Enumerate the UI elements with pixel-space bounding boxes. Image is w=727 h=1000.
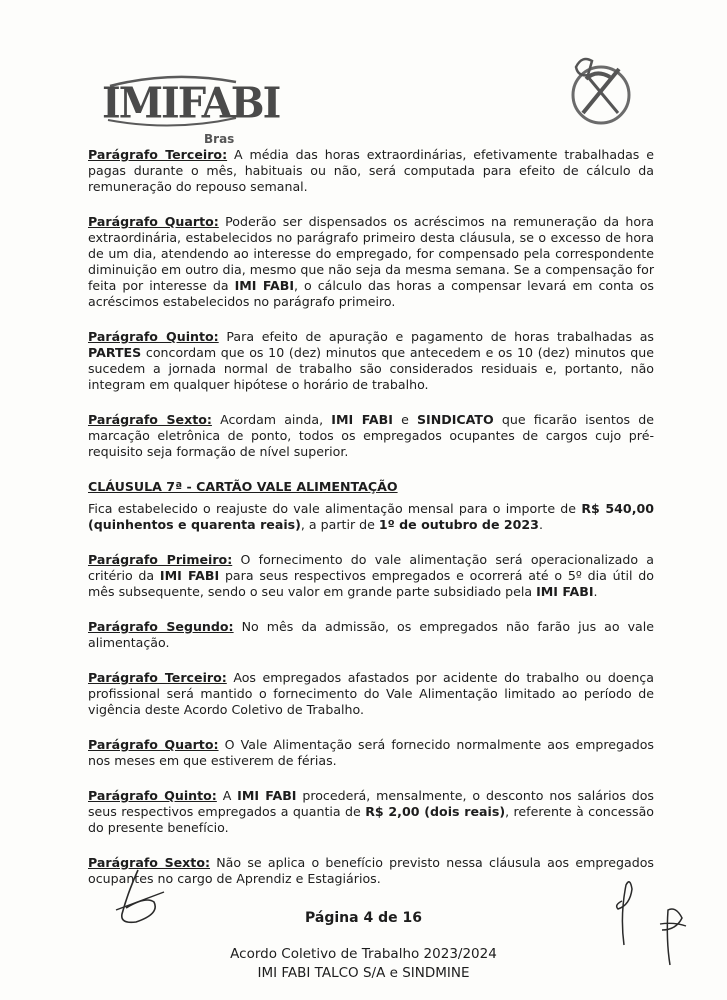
paragraph-text: Fica estabelecido o reajuste do vale alimentação mensal para o importe de	[88, 501, 582, 516]
paragraph-text: Poderão ser dispensados os acréscimos na remuneração da hora extraordinária, estabelecidos no parágrafo primeiro desta cláusula, se o excesso de hora de um dia, atendendo ao interesse do empregado, for compensado pela correspondente diminuição em outro dia, mesmo que não seja da mesma semana. Se a compensação for feita por interesse da	[88, 214, 654, 293]
paragraph-text: , a partir de	[300, 517, 379, 532]
paragraph-text: A média das horas extraordinárias, efetivamente trabalhadas e pagas durante o mês, habituais ou não, será computada para efeito de cálculo da remuneração do repouso semanal.	[88, 147, 654, 194]
paragraph-label: Parágrafo Quarto:	[88, 737, 219, 752]
paragraph-label: Parágrafo Sexto:	[88, 855, 211, 870]
bold-text: IMI FABI	[237, 788, 297, 803]
clause-7-paragraph-primeiro	[88, 552, 654, 600]
paragraph-text: Não se aplica o benefício previsto nessa cláusula aos empregados ocupantes no cargo de Aprendiz e Estagiários.	[88, 855, 654, 886]
paragraph-text: , referente à concessão do presente benefício.	[88, 804, 654, 835]
footer-parties: IMI FABI TALCO S/A e SINDMINE	[257, 965, 470, 981]
paragraph-text: No mês da admissão, os empregados não farão jus ao vale alimentação.	[88, 619, 654, 650]
bold-text: IMI FABI	[159, 568, 220, 583]
paragraph-text: e	[392, 412, 417, 427]
logo-text: IMIFABI	[102, 78, 280, 129]
paragraph-terceiro	[88, 147, 654, 195]
bold-text: IMI FABI	[331, 412, 393, 427]
clause-7-paragraph-quarto	[88, 737, 654, 769]
mining-seal-icon	[566, 47, 636, 131]
bold-text: SINDICATO	[416, 412, 494, 427]
paragraph-label: Parágrafo Quarto:	[88, 214, 219, 229]
paragraph-text: Aos empregados afastados por acidente do trabalho ou doença profissional será mantido o fornecimento do Vale Alimentação limitado ao período de vigência deste Acordo Coletivo de Trabalho.	[88, 670, 654, 717]
page-number: Página 4 de 16	[305, 910, 422, 926]
paragraph-text: O fornecimento do vale alimentação será operacionalizado a critério da	[88, 552, 654, 583]
paragraph-quarto	[88, 214, 654, 310]
paragraph-text: procederá, mensalmente, o desconto nos salários dos seus respectivos empregados a quantia de	[88, 788, 654, 819]
paragraph-text: Para efeito de apuração e pagamento de horas trabalhadas as	[218, 329, 654, 344]
clause-7-paragraph-segundo	[88, 619, 654, 651]
logo-subtext: Bras	[204, 132, 235, 146]
bold-text: IMI FABI	[234, 278, 295, 293]
bold-text: R$ 2,00 (dois reais)	[365, 804, 506, 819]
paragraph-sexto	[88, 412, 654, 460]
paragraph-text: para seus respectivos empregados e ocorrerá até o 5º dia útil do mês subsequente, sendo o seu valor em grande parte subsidiado pela	[88, 568, 654, 599]
paragraph-label: Parágrafo Quinto:	[88, 329, 219, 344]
paragraph-text: concordam que os 10 (dez) minutos que antecedem e os 10 (dez) minutos que sucedem a jornada normal de trabalho são considerados residuais e, portanto, não integram em qualquer hipótese o horário de trabalho.	[88, 345, 654, 392]
document-body	[88, 147, 654, 906]
paragraph-text: A	[216, 788, 238, 803]
paragraph-text: .	[593, 584, 598, 599]
clause-7-paragraph-quinto	[88, 788, 654, 836]
footer-agreement-title: Acordo Coletivo de Trabalho 2023/2024	[230, 946, 497, 962]
paragraph-text: , o cálculo das horas a compensar levará em conta os acréscimos estabelecidos no parágrafo primeiro.	[88, 278, 654, 309]
paragraph-label: Parágrafo Sexto:	[88, 412, 212, 427]
bold-text: PARTES	[88, 345, 142, 360]
paragraph-text: que ficarão isentos de marcação eletrônica de ponto, todos os empregados ocupantes de cargos cujo pré-requisito seja formação de nível superior.	[88, 412, 654, 459]
paragraph-text: O Vale Alimentação será fornecido normalmente aos empregados nos meses em que estiverem de férias.	[88, 737, 654, 768]
paragraph-label: Parágrafo Terceiro:	[88, 147, 228, 162]
bold-text: 1º de outubro de 2023	[378, 517, 539, 532]
bold-text: R$ 540,00 (quinhentos e quarenta reais)	[88, 501, 654, 532]
clause-7-title: CLÁUSULA 7ª - CARTÃO VALE ALIMENTAÇÃO	[88, 479, 398, 494]
paragraph-label: Parágrafo Quinto:	[88, 788, 217, 803]
company-logo	[102, 72, 280, 152]
paragraph-label: Parágrafo Segundo:	[88, 619, 234, 634]
bold-text: IMI FABI	[536, 584, 594, 599]
paragraph-text: Acordam ainda,	[211, 412, 332, 427]
paragraph-quinto	[88, 329, 654, 393]
clause-7-intro	[88, 501, 654, 533]
paragraph-label: Parágrafo Primeiro:	[88, 552, 233, 567]
clause-7-paragraph-terceiro	[88, 670, 654, 718]
paragraph-text: .	[538, 517, 543, 532]
paragraph-label: Parágrafo Terceiro:	[88, 670, 227, 685]
